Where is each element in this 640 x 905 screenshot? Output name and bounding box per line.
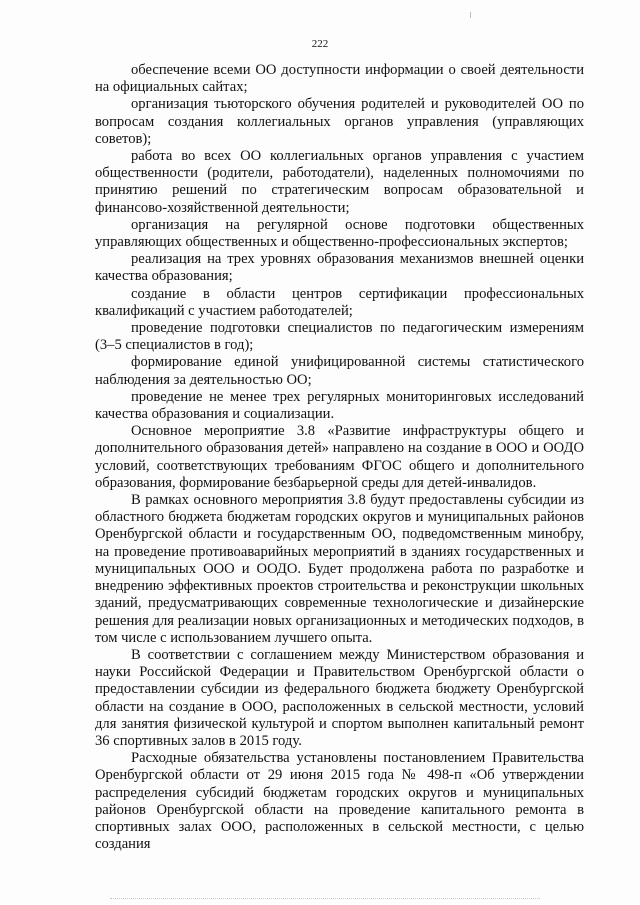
document-body [95, 62, 584, 853]
paragraph: работа во всех ОО коллегиальных органов управления с участием общественности (родители, работодатели), наделенных полномочиями по принятию решений по стратегическим вопросам образовательной и финансово-хозяйственной деятельности; [95, 148, 584, 216]
paragraph: проведение не менее трех регулярных мониторинговых исследований качества образования и социализации. [95, 388, 584, 423]
paragraph: В соответствии с соглашением между Министерством образования и науки Российской Федерации и Правительством Оренбургской области о предоставлении субсидии из федерального бюджета бюджету Оренбургской области на создание в ООО, расположенных в сельской местности, условий для занятия физической культурой и спортом выполнен капитальный ремонт 36 спортивных залов в 2015 году. [95, 646, 584, 749]
paragraph: формирование единой унифицированной системы статистического наблюдения за деятельностью ОО; [95, 354, 584, 388]
paragraph: реализация на трех уровнях образования механизмов внешней оценки качества образования; [95, 251, 584, 285]
paragraph: Расходные обязательства установлены постановлением Правительства Оренбургской области от 29 июня 2015 года № 498-п «Об утверждении распределения субсидий бюджетам городских округов и муниципальных районов Оренбургской области на проведение капитального ремонта в спортивных залах ООО, расположенных в сельской местности, с целью создания [95, 750, 584, 853]
paragraph: организация на регулярной основе подготовки общественных управляющих общественных и общественно-профессиональных экспертов; [95, 216, 584, 251]
paragraph: В рамках основного мероприятия 3.8 будут предоставлены субсидии из областного бюджета бюджетам городских округов и муниципальных районов Оренбургской области и государственным ОО, подведомственным минобру, на проведение противоаварийных мероприятий в зданиях государственных и муниципальных ООО и ООДО. Будет продолжена работа по разработке и внедрению эффективных проектов строительства и реконструкции школьных зданий, предусматривающих современные технологические и дизайнерские решения для реализации новых организационных и методических подходов, в том числе с использованием лучшего опыта. [95, 492, 584, 646]
paragraph: Основное мероприятие 3.8 «Развитие инфраструктуры общего и дополнительного образования детей» направлено на создание в ООО и ООДО условий, соответствующих требованиям ФГОС общего и дополнительного образования, формирование безбарьерной среды для детей-инвалидов. [95, 423, 584, 491]
paragraph: обеспечение всеми ОО доступности информации о своей деятельности на официальных сайтах; [95, 62, 584, 96]
paragraph: проведение подготовки специалистов по педагогическим измерениям (3–5 специалистов в год); [95, 320, 584, 354]
scan-artifact [470, 12, 471, 18]
page-number: 222 [311, 38, 329, 50]
paragraph: создание в области центров сертификации профессиональных квалификаций с участием работодателей; [95, 285, 584, 319]
paragraph: организация тьюторского обучения родителей и руководителей ОО по вопросам создания коллегиальных органов управления (управляющих советов); [95, 96, 584, 147]
scan-artifact-bottom [110, 898, 540, 901]
